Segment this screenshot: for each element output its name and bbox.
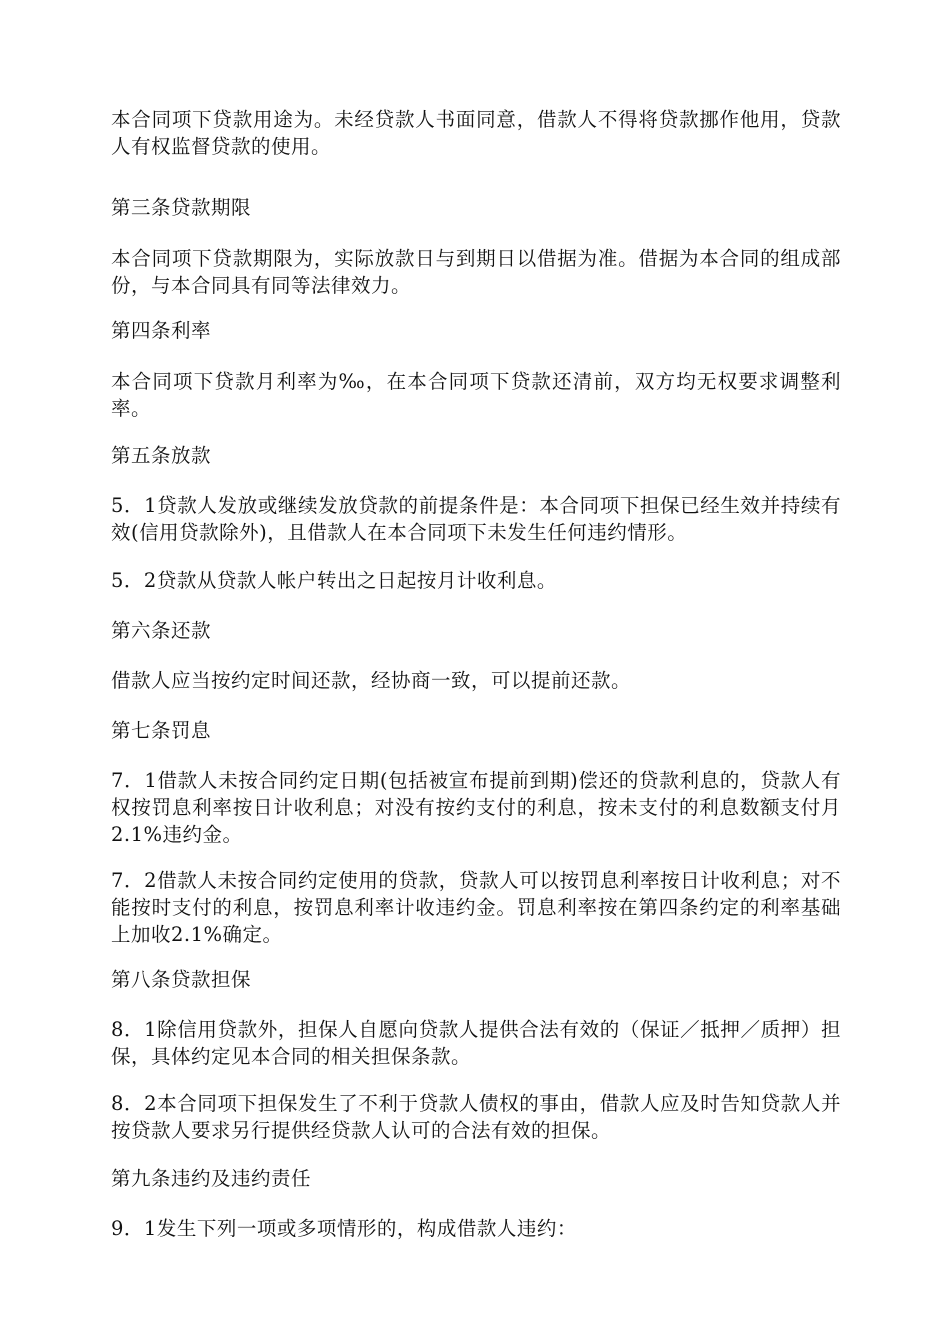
paragraph-8-2: 8．2本合同项下担保发生了不利于贷款人债权的事由，借款人应及时告知贷款人并按贷款人要求另行提供经贷款人认可的合法有效的担保。 xyxy=(111,1092,841,1142)
paragraph-5-1: 5．1贷款人发放或继续发放贷款的前提条件是：本合同项下担保已经生效并持续有效(信用贷款除外)，且借款人在本合同项下未发生任何违约情形。 xyxy=(111,494,841,544)
paragraph-loan-term: 本合同项下贷款期限为，实际放款日与到期日以借据为准。借据为本合同的组成部份，与本合同具有同等法律效力。 xyxy=(111,247,841,297)
paragraph-interest-rate: 本合同项下贷款月利率为‰，在本合同项下贷款还清前，双方均无权要求调整利率。 xyxy=(111,370,841,420)
heading-article-7: 第七条罚息 xyxy=(111,719,212,742)
paragraph-8-1: 8．1除信用贷款外，担保人自愿向贷款人提供合法有效的（保证／抵押／质押）担保，具体约定见本合同的相关担保条款。 xyxy=(111,1018,841,1068)
heading-article-6: 第六条还款 xyxy=(111,619,212,642)
heading-article-8: 第八条贷款担保 xyxy=(111,968,252,991)
paragraph-repayment: 借款人应当按约定时间还款，经协商一致，可以提前还款。 xyxy=(111,669,632,692)
paragraph-9-1: 9．1发生下列一项或多项情形的，构成借款人违约： xyxy=(111,1217,577,1240)
heading-article-5: 第五条放款 xyxy=(111,444,212,467)
heading-article-4: 第四条利率 xyxy=(111,319,212,342)
paragraph-loan-purpose: 本合同项下贷款用途为。未经贷款人书面同意，借款人不得将贷款挪作他用，贷款人有权监督贷款的使用。 xyxy=(111,108,841,158)
paragraph-7-1: 7．1借款人未按合同约定日期(包括被宣布提前到期)偿还的贷款利息的，贷款人有权按罚息利率按日计收利息；对没有按约支付的利息，按未支付的利息数额支付月2.1%违约金。 xyxy=(111,769,841,846)
heading-article-9: 第九条违约及违约责任 xyxy=(111,1167,312,1190)
heading-article-3: 第三条贷款期限 xyxy=(111,196,252,219)
paragraph-5-2: 5．2贷款从贷款人帐户转出之日起按月计收利息。 xyxy=(111,569,557,592)
paragraph-7-2: 7．2借款人未按合同约定使用的贷款，贷款人可以按罚息利率按日计收利息；对不能按时支付的利息，按罚息利率计收违约金。罚息利率按在第四条约定的利率基础上加收2.1%确定。 xyxy=(111,869,841,946)
